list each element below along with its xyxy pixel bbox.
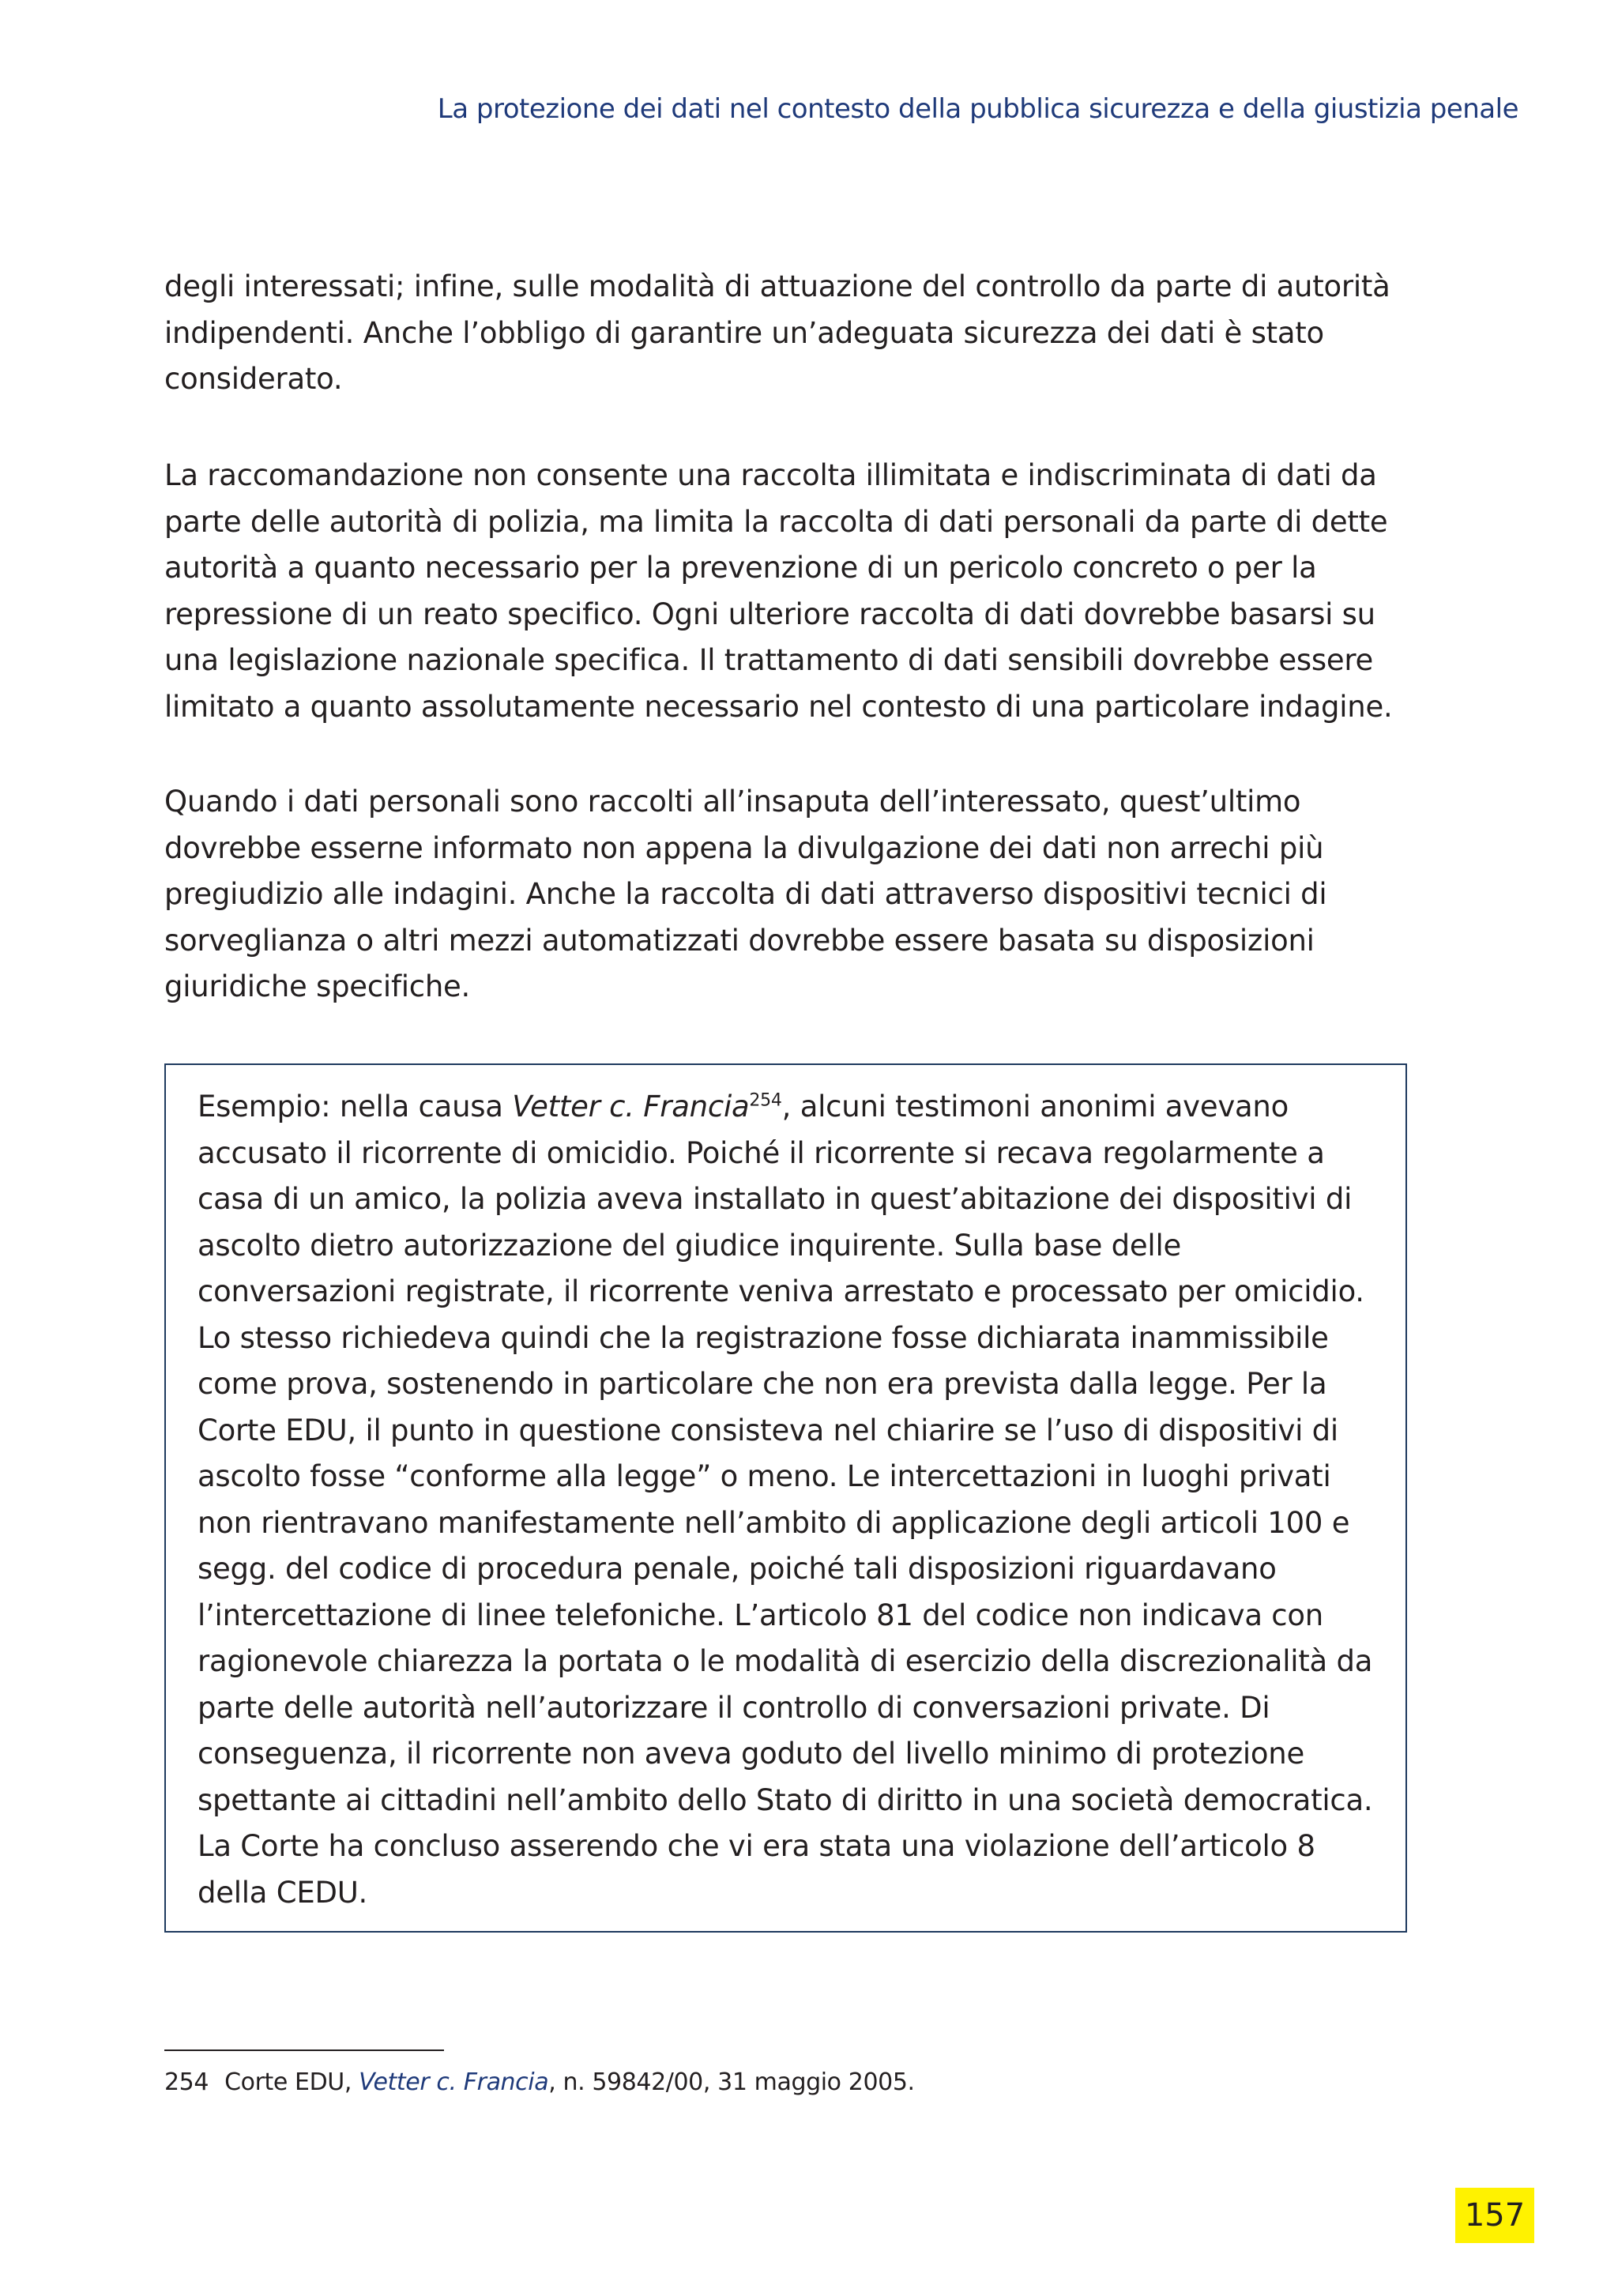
- running-header: La protezione dei dati nel contesto della pubblica sicurezza e della giustizia penale: [437, 93, 1518, 125]
- footnote-divider: [164, 2049, 444, 2051]
- example-body: , alcuni testimoni anonimi avevano accusato il ricorrente di omicidio. Poiché il ricorrente si recava regolarmente a casa di un amico, la polizia aveva installato in quest’abitazione dei dispositivi di ascolto dietro autorizzazione del giudice inquirente. Sulla base delle conversazioni registrate, il ricorrente veniva arrestato e processato per omicidio. Lo stesso richiedeva quindi che la registrazione fosse dichiarata inammissibile come prova, sostenendo in particolare che non era prevista dalla legge. Per la Corte EDU, il punto in questione consisteva nel chiarire se l’uso di dispositivi di ascolto fosse “conforme alla legge” o meno. Le intercettazioni in luoghi privati non rientravano manifestamente nell’ambito di applicazione degli articoli 100 e segg. del codice di procedura penale, poiché tali disposizioni riguardavano l’intercettazione di linee telefoniche. L’articolo 81 del codice non indicava con ragionevole chiarezza la portata o le modalità di esercizio della discrezionalità da parte delle autorità nell’autorizzare il controllo di conversazioni private. Di conseguenza, il ricorrente non aveva goduto del livello minimo di protezione spettante ai cittadini nell’ambito dello Stato di diritto in una società democratica. La Corte ha concluso asserendo che vi era stata una violazione dell’articolo 8 della CEDU.: [198, 1090, 1373, 1910]
- body-paragraph-1: [164, 264, 1409, 403]
- footnote-case-link[interactable]: Vetter c. Francia: [359, 2068, 549, 2096]
- example-case-name: Vetter c. Francia: [512, 1090, 750, 1124]
- footnote-reference[interactable]: 254: [749, 1090, 782, 1111]
- example-text: [198, 1084, 1383, 1916]
- paragraph-text: La raccomandazione non consente una raccolta illimitata e indiscriminata di dati da parte delle autorità di polizia, ma limita la raccolta di dati personali da parte di dette autorità a quanto necessario per la prevenzione di un pericolo concreto o per la repressione di un reato specifico. Ogni ulteriore raccolta di dati dovrebbe basarsi su una legislazione nazionale specifica. Il trattamento di dati sensibili dovrebbe essere limitato a quanto assolutamente necessario nel contesto di una particolare indagine.: [164, 458, 1393, 724]
- example-lead: Esempio: nella causa: [198, 1090, 513, 1124]
- footnote: [164, 2068, 915, 2096]
- footnote-number: 254: [164, 2068, 209, 2096]
- body-paragraph-2: [164, 453, 1409, 730]
- example-box: [164, 1063, 1407, 1933]
- footnote-suffix: , n. 59842/00, 31 maggio 2005.: [548, 2068, 915, 2096]
- footnote-prefix: Corte EDU,: [224, 2068, 359, 2096]
- paragraph-text: Quando i dati personali sono raccolti all’insaputa dell’interessato, quest’ultimo dovrebbe esserne informato non appena la divulgazione dei dati non arrechi più pregiudizio alle indagini. Anche la raccolta di dati attraverso dispositivi tecnici di sorveglianza o altri mezzi automatizzati dovrebbe essere basata su disposizioni giuridiche specifiche.: [164, 785, 1327, 1003]
- paragraph-text: degli interessati; infine, sulle modalità di attuazione del controllo da parte di autorità indipendenti. Anche l’obbligo di garantire un’adeguata sicurezza dei dati è stato considerato.: [164, 269, 1390, 396]
- page-number: 157: [1455, 2188, 1534, 2243]
- body-paragraph-3: [164, 779, 1409, 1011]
